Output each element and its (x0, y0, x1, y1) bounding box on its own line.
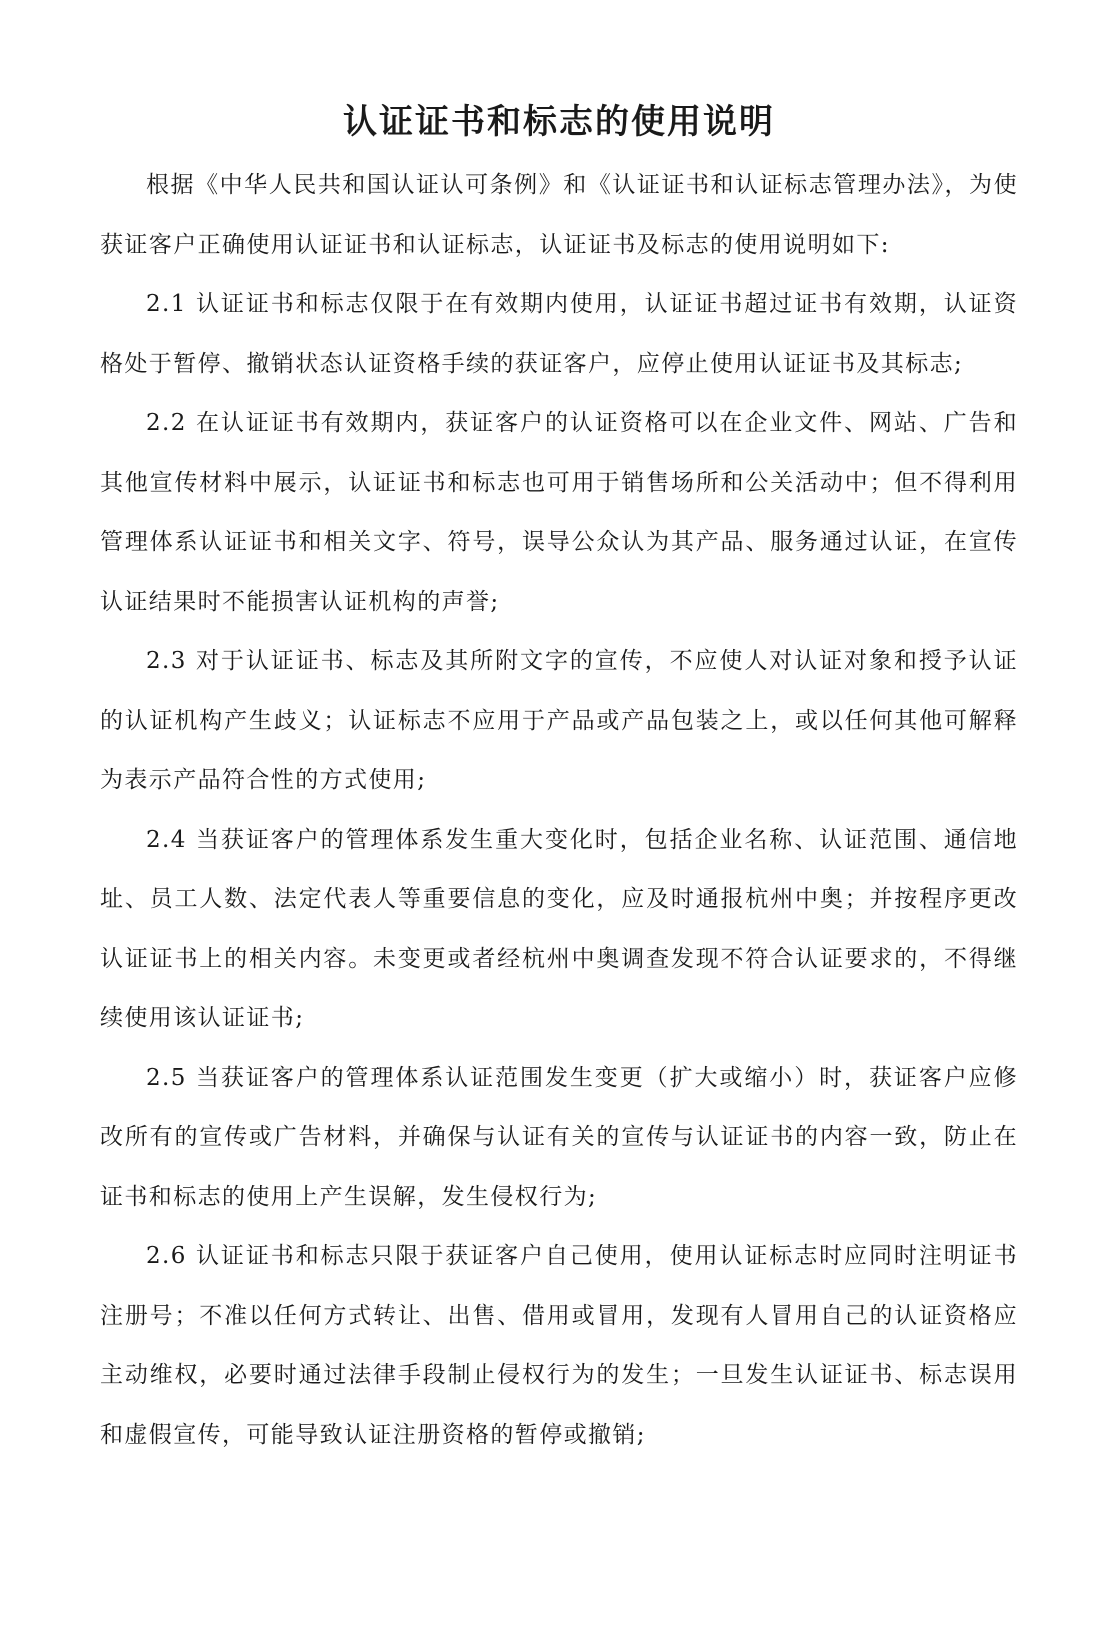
clause-2-2-paragraph: 2.2 在认证证书有效期内，获证客户的认证资格可以在企业文件、网站、广告和其他宣传材料中展示，认证证书和标志也可用于销售场所和公关活动中；但不得利用管理体系认证证书和相关文字、符号，误导公众认为其产品、服务通过认证，在宣传认证结果时不能损害认证机构的声誉; (100, 410, 1018, 615)
clause-2-1-paragraph: 2.1 认证证书和标志仅限于在有效期内使用，认证证书超过证书有效期，认证资格处于暂停、撤销状态认证资格手续的获证客户，应停止使用认证证书及其标志; (100, 291, 1018, 377)
page-title: 认证证书和标志的使用说明 (343, 102, 775, 142)
clause-2-6-paragraph: 2.6 认证证书和标志只限于获证客户自己使用，使用认证标志时应同时注明证书注册号；不准以任何方式转让、出售、借用或冒用，发现有人冒用自己的认证资格应主动维权，必要时通过法律手段制止侵权行为的发生；一旦发生认证证书、标志误用和虚假宣传，可能导致认证注册资格的暂停或撤销; (100, 1243, 1018, 1448)
intro-paragraph: 根据《中华人民共和国认证认可条例》和《认证证书和认证标志管理办法》，为使获证客户正确使用认证证书和认证标志，认证证书及标志的使用说明如下: (100, 172, 1018, 258)
clause-2-4-paragraph: 2.4 当获证客户的管理体系发生重大变化时，包括企业名称、认证范围、通信地址、员工人数、法定代表人等重要信息的变化，应及时通报杭州中奥；并按程序更改认证证书上的相关内容。未变更或者经杭州中奥调查发现不符合认证要求的，不得继续使用该认证证书; (100, 826, 1018, 1031)
clause-2-3-paragraph: 2.3 对于认证证书、标志及其所附文字的宣传，不应使人对认证对象和授予认证的认证机构产生歧义；认证标志不应用于产品或产品包装之上，或以任何其他可解释为表示产品符合性的方式使用; (100, 648, 1018, 793)
clause-2-5-paragraph: 2.5 当获证客户的管理体系认证范围发生变更（扩大或缩小）时，获证客户应修改所有的宣传或广告材料，并确保与认证有关的宣传与认证证书的内容一致，防止在证书和标志的使用上产生误解，发生侵权行为; (100, 1064, 1018, 1210)
